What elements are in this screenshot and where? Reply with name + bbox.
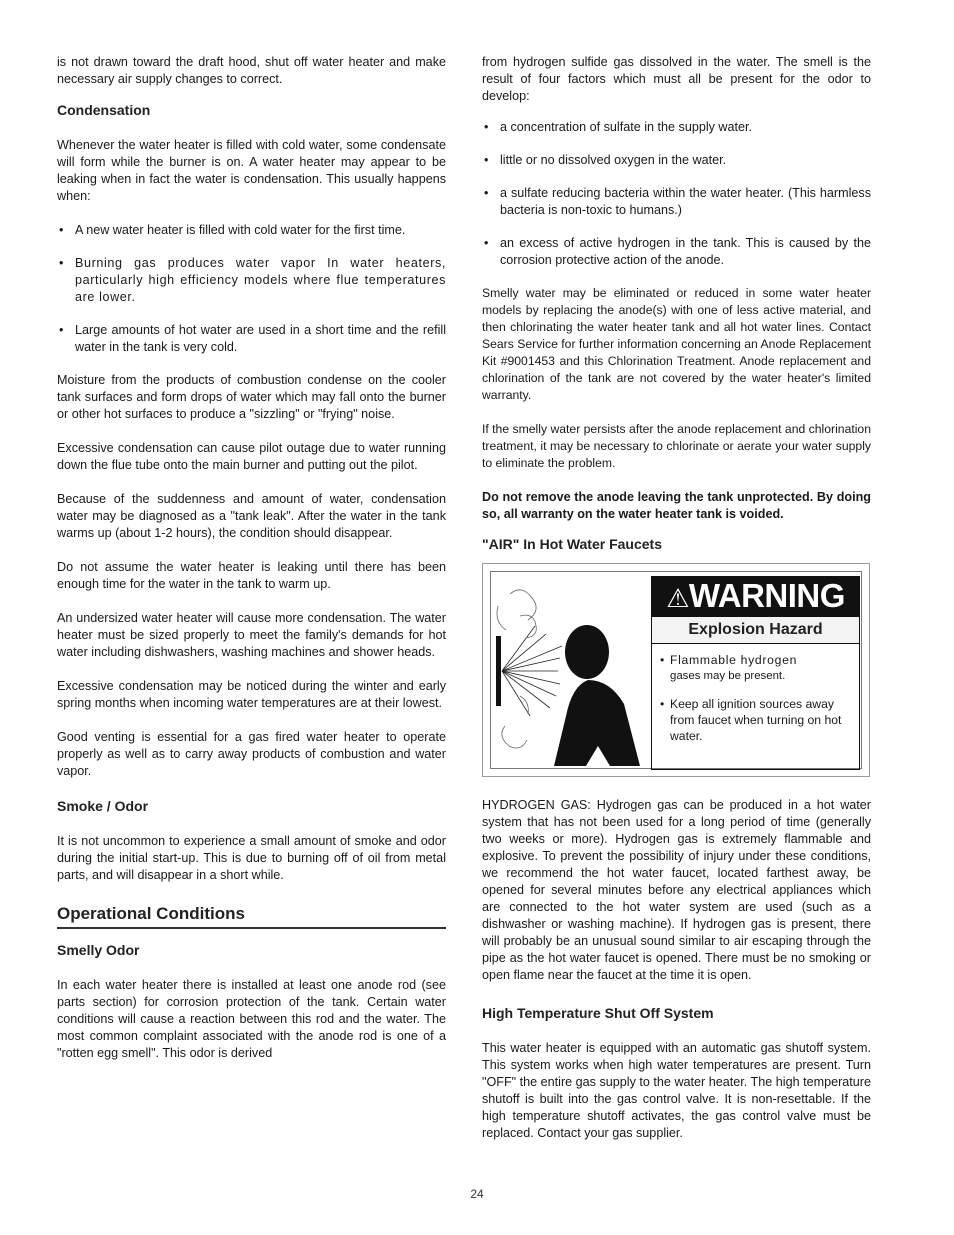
list-item-text: A new water heater is filled with cold water for the first time. [75, 223, 406, 237]
list-item [482, 235, 871, 269]
explosion-hazard-title: Explosion Hazard [651, 616, 860, 644]
list-item [57, 222, 446, 239]
condensation-paragraph-5: Do not assume the water heater is leaking until there has been enough time for the water in the tank to warm up. [57, 560, 446, 591]
list-item [57, 322, 446, 356]
chlorination-paragraph: If the smelly water persists after the anode replacement and chlorination treatment, it may be necessary to chlorinate or aerate your water supply to eliminate the problem. [482, 422, 871, 470]
list-item [57, 255, 446, 306]
warning-list [651, 644, 860, 770]
anode-replacement-paragraph: Smelly water may be eliminated or reduced in some water heater models by replacing the anode(s) with one of less active material, and then chlorinating the water heater tank and all hot water lines. Contact Sears Service for further information concerning an Anode Replacement Kit #9001453 and this Chlorination Treatment. Anode replacement and chlorination of the tank are not covered by the water heater's limited warranty. [482, 286, 871, 402]
list-item [482, 152, 871, 169]
bullet-icon: • [660, 697, 665, 711]
warning-item-text: gases may be present. [670, 670, 786, 682]
condensation-paragraph-2: Moisture from the products of combustion condense on the cooler tank surfaces and form drops of water which may fall onto the burner or other hot surfaces to produce a "sizzling" or "frying" noise. [57, 373, 446, 421]
list-item [482, 119, 871, 136]
left-intro-paragraph: is not drawn toward the draft hood, shut off water heater and make necessary air supply changes to correct. [57, 55, 446, 86]
bullet-icon: • [484, 153, 489, 167]
list-item-text: a concentration of sulfate in the supply water. [500, 120, 753, 134]
warning-label [482, 563, 870, 777]
hydrogen-gas-paragraph: HYDROGEN GAS: Hydrogen gas can be produced in a hot water system that has not been used for a long period of time (generally two weeks or more). Hydrogen gas is extremely flammable and explosive. To prevent the possibility of injury under these conditions, we recommend the hot water faucet, located farthest away, be opened for several minutes before any electrical appliances which are connected to the hot water system are used (such as a dishwasher or washing machine). If hydrogen gas is present, there will probably be an unusual sound similar to air escaping through the pipe as the hot water faucet is opened. There must be no smoking or open flame near the faucet at the time it is open. [482, 798, 871, 982]
right-column [482, 54, 871, 1159]
condensation-bullet-list [57, 222, 446, 356]
left-column [57, 54, 446, 1079]
warning-banner-text: WARNING [688, 577, 845, 614]
explosion-hazard-icon [490, 576, 648, 766]
list-item [660, 652, 848, 684]
list-item-text: Burning gas produces water vapor In water heaters, particularly high efficiency models where flue temperatures are lower. [75, 256, 446, 304]
anode-warning-paragraph: Do not remove the anode leaving the tank unprotected. By doing so, all warranty on the water heater tank is voided. [482, 490, 871, 521]
smelly-odor-heading: Smelly Odor [57, 942, 140, 958]
condensation-paragraph-8: Good venting is essential for a gas fired water heater to operate properly as well as to carry away products of combustion and water vapor. [57, 730, 446, 778]
warning-item-text: Flammable hydrogen [670, 653, 798, 667]
high-temperature-shutoff-paragraph: This water heater is equipped with an automatic gas shutoff system. This system works when high water temperatures are present. Turn "OFF" the entire gas supply to the water heater. The high temperature shutoff is built into the gas control valve. It is non-resettable. If the high temperature shutoff activates, the gas control valve must be replaced. Contact your gas supplier. [482, 1041, 871, 1140]
smoke-odor-heading: Smoke / Odor [57, 798, 149, 814]
bullet-icon: • [59, 256, 65, 270]
smoke-odor-paragraph: It is not uncommon to experience a small amount of smoke and odor during the initial start-up. This is due to burning off of oil from metal parts, and will disappear in a short while. [57, 834, 446, 882]
list-item [482, 185, 871, 219]
list-item-text: a sulfate reducing bacteria within the water heater. (This harmless bacteria is non-toxic to humans.) [500, 186, 871, 217]
condensation-heading: Condensation [57, 102, 151, 118]
condensation-paragraph-3: Excessive condensation can cause pilot outage due to water running down the flue tube onto the main burner and putting out the pilot. [57, 441, 446, 472]
list-item-text: Large amounts of hot water are used in a short time and the refill water in the tank is very cold. [75, 323, 446, 354]
bullet-icon: • [59, 223, 64, 237]
condensation-paragraph-4: Because of the suddenness and amount of water, condensation water may be diagnosed as a "tank leak". After the water in the tank warms up (about 1-2 hours), the condition should disappear. [57, 492, 446, 540]
operational-conditions-heading: Operational Conditions [57, 904, 446, 929]
air-in-faucets-heading: "AIR" In Hot Water Faucets [482, 536, 662, 552]
list-item [660, 696, 848, 744]
page-number: 24 [470, 1187, 484, 1201]
high-temperature-shutoff-heading: High Temperature Shut Off System [482, 1005, 714, 1021]
condensation-paragraph-7: Excessive condensation may be noticed during the winter and early spring months when incoming water temperatures are at their lowest. [57, 679, 446, 710]
list-item-text: an excess of active hydrogen in the tank. This is caused by the corrosion protective action of the anode. [500, 236, 871, 267]
condensation-paragraph-1: Whenever the water heater is filled with cold water, some condensate will form while the burner is on. A water heater may appear to be leaking when in fact the water is condensation. This usually happens when: [57, 138, 446, 203]
bullet-icon: • [660, 653, 665, 667]
odor-factors-bullet-list [482, 119, 871, 269]
warning-item-text: Keep all ignition sources away from faucet when turning on hot water. [670, 697, 842, 743]
warning-triangle-icon: ⚠ [666, 583, 689, 613]
condensation-paragraph-6: An undersized water heater will cause more condensation. The water heater must be sized properly to meet the family's demands for hot water including dishwashers, washing machines and shower heads. [57, 611, 446, 659]
bullet-icon: • [484, 186, 489, 200]
bullet-icon: • [484, 120, 489, 134]
smelly-odor-paragraph: In each water heater there is installed at least one anode rod (see parts section) for corrosion protection of the tank. Certain water conditions will cause a reaction between this rod and the water. The most common complaint associated with the anode rod is one of a "rotten egg smell". This odor is derived [57, 978, 446, 1060]
bullet-icon: • [59, 323, 64, 337]
warning-banner [651, 576, 860, 616]
list-item-text: little or no dissolved oxygen in the water. [500, 153, 727, 167]
right-intro-paragraph: from hydrogen sulfide gas dissolved in the water. The smell is the result of four factors which must all be present for the odor to develop: [482, 55, 871, 103]
bullet-icon: • [484, 236, 489, 250]
